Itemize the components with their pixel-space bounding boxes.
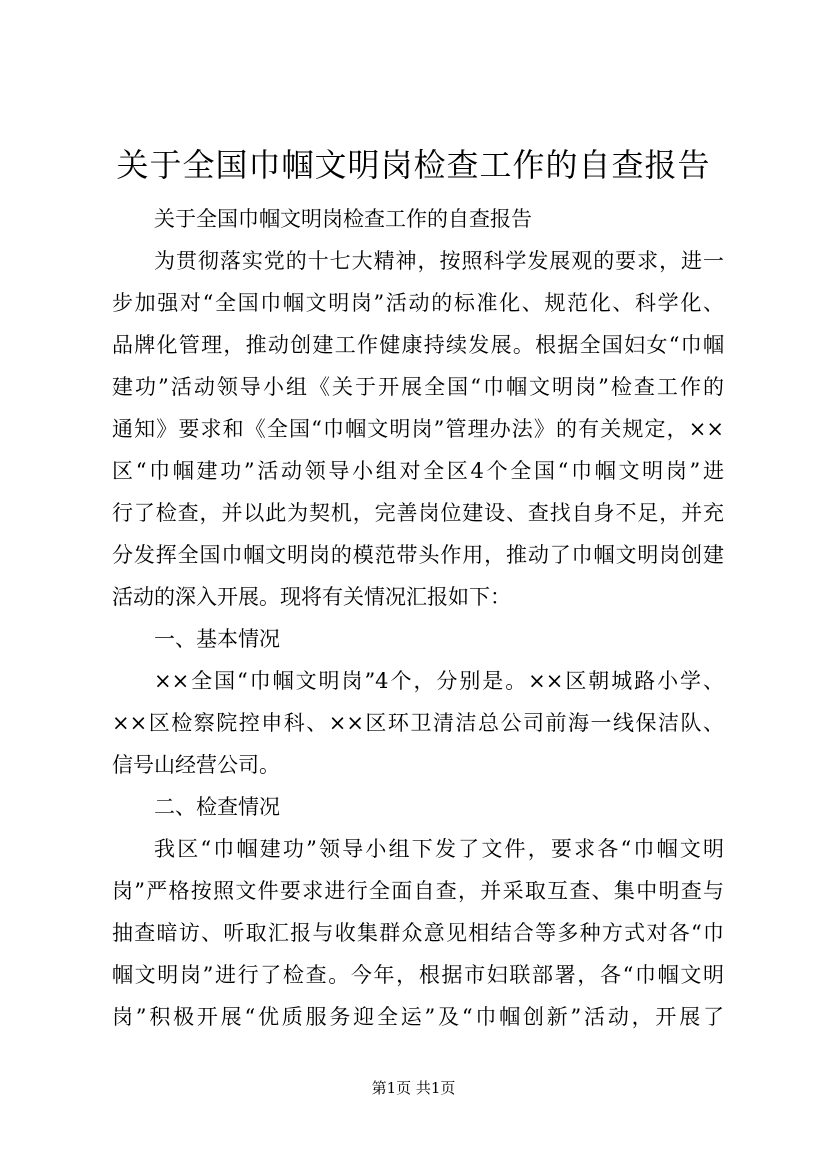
paragraph-line: 区“巾帼建功”活动领导小组对全区4个全国“巾帼文明岗”进	[112, 459, 724, 483]
paragraph-line: 岗”严格按照文件要求进行全面自查，并采取互查、集中明查与	[112, 879, 724, 903]
subtitle-line: 关于全国巾帼文明岗检查工作的自查报告	[154, 207, 532, 231]
paragraph-line: ××全国“巾帼文明岗”4个，分别是。××区朝城路小学、	[154, 669, 724, 693]
paragraph-line: 我区“巾帼建功”领导小组下发了文件，要求各“巾帼文明	[154, 837, 724, 861]
paragraph-line: 行了检查，并以此为契机，完善岗位建设、查找自身不足，并充	[112, 501, 724, 525]
paragraph-line: 为贯彻落实党的十七大精神，按照科学发展观的要求，进一	[154, 249, 724, 273]
paragraph-line: 活动的深入开展。现将有关情况汇报如下：	[112, 585, 511, 609]
section-heading: 一、基本情况	[154, 627, 280, 651]
section-heading: 二、检查情况	[154, 795, 280, 819]
paragraph-line: 分发挥全国巾帼文明岗的模范带头作用，推动了巾帼文明岗创建	[112, 543, 724, 567]
document-body	[112, 198, 724, 1038]
paragraph-line: 品牌化管理，推动创建工作健康持续发展。根据全国妇女“巾帼	[112, 333, 724, 357]
document-title: 关于全国巾帼文明岗检查工作的自查报告	[116, 146, 711, 184]
paragraph-line: 建功”活动领导小组《关于开展全国“巾帼文明岗”检查工作的	[112, 375, 724, 399]
paragraph-line: ××区检察院控申科、××区环卫清洁总公司前海一线保洁队、	[112, 711, 724, 735]
paragraph-line: 岗”积极开展“优质服务迎全运”及“巾帼创新”活动，开展了	[112, 1005, 724, 1029]
paragraph-line: 通知》要求和《全国“巾帼文明岗”管理办法》的有关规定，××	[112, 417, 724, 441]
paragraph-line: 抽查暗访、听取汇报与收集群众意见相结合等多种方式对各“巾	[112, 921, 724, 945]
paragraph-line: 步加强对“全国巾帼文明岗”活动的标准化、规范化、科学化、	[112, 291, 724, 315]
paragraph-line: 信号山经营公司。	[112, 753, 280, 777]
page-footer: 第1页 共1页	[371, 1079, 456, 1097]
paragraph-line: 帼文明岗”进行了检查。今年，根据市妇联部署，各“巾帼文明	[112, 963, 724, 987]
